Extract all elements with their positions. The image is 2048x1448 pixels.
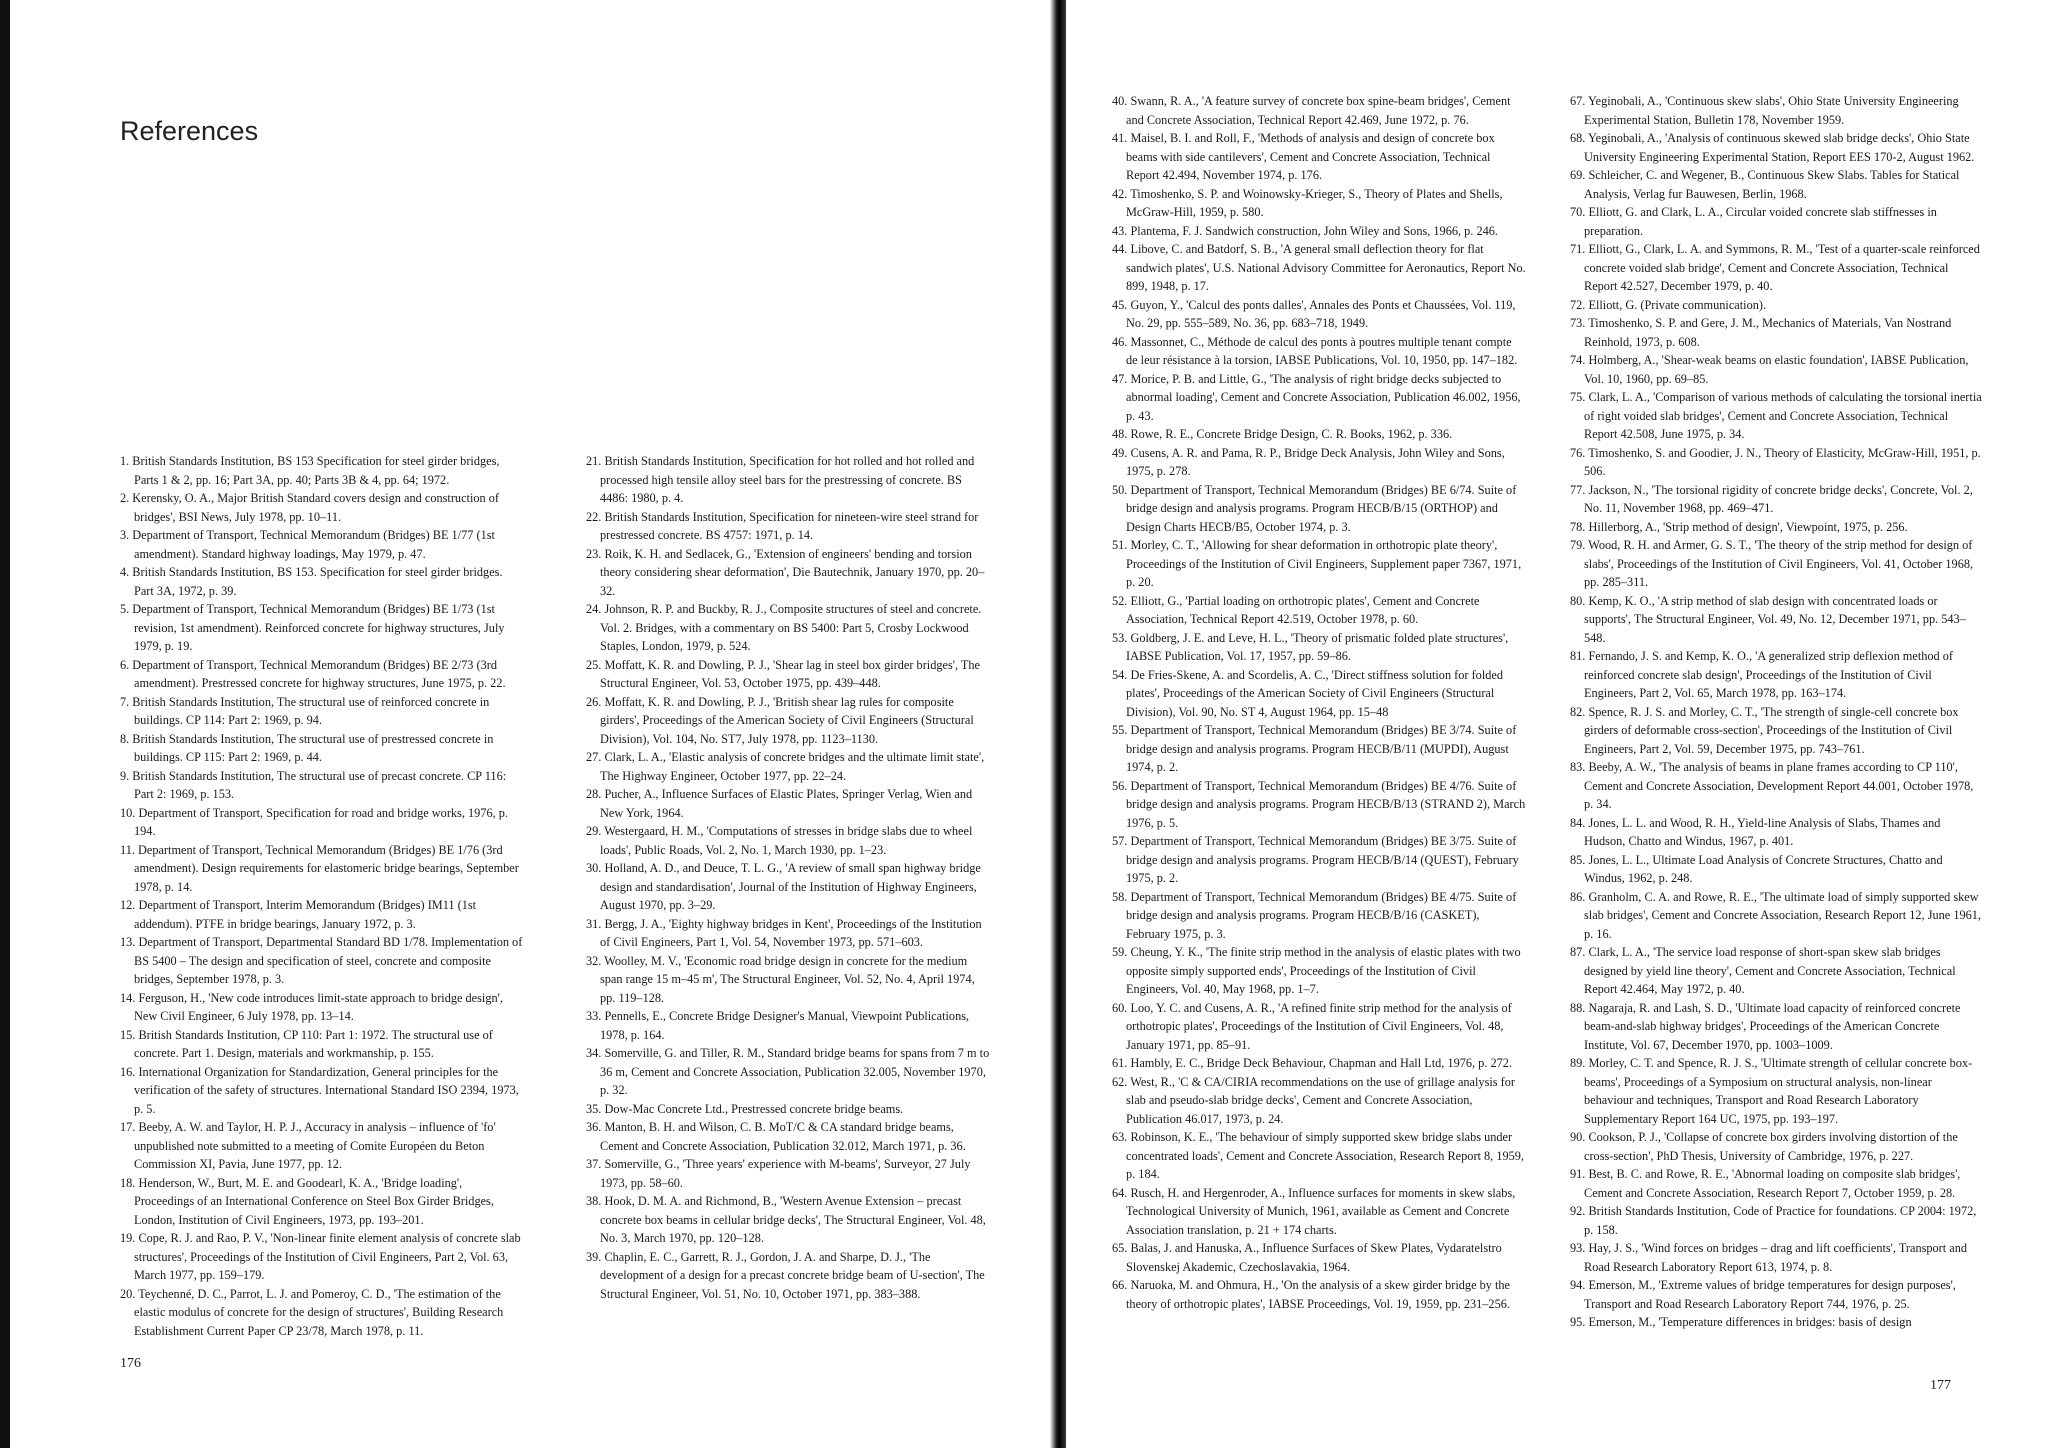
reference-item: 3. Department of Transport, Technical Memorandum (Bridges) BE 1/77 (1st amendment). Standard highway loadings, May 1979, p. 47.	[120, 528, 495, 561]
reference-item: 90. Cookson, P. J., 'Collapse of concrete box girders involving distortion of the cross-section', PhD Thesis, University of Cambridge, 1976, p. 227.	[1570, 1130, 1958, 1163]
reference-item: 73. Timoshenko, S. P. and Gere, J. M., Mechanics of Materials, Van Nostrand Reinhold, 1973, p. 608.	[1570, 316, 1952, 349]
page-number-right: 177	[1930, 1378, 1951, 1393]
reference-item: 88. Nagaraja, R. and Lash, S. D., 'Ultimate load capacity of reinforced concrete beam-and-slab highway bridges', Proceedings of the American Concrete Institute, Vol. 67, December 1970, pp. 1003–1009.	[1570, 1000, 1961, 1052]
reference-item: 32. Woolley, M. V., 'Economic road bridge design in concrete for the medium span range 15 m–45 m', The Structural Engineer, Vol. 52, No. 4, April 1974, pp. 119–128.	[586, 953, 975, 1005]
reference-item: 20. Teychenné, D. C., Parrot, L. J. and Pomeroy, C. D., 'The estimation of the elastic modulus of concrete for the design of structures', Building Research Establishment Current Paper CP 23/78, March 1978, p. 11.	[120, 1286, 504, 1338]
reference-item: 19. Cope, R. J. and Rao, P. V., 'Non-linear finite element analysis of concrete slab structures', Proceedings of the Institution of Civil Engineers, Part 2, Vol. 63, March 1977, pp. 159–179.	[120, 1231, 521, 1282]
reference-item: 89. Morley, C. T. and Spence, R. J. S., 'Ultimate strength of cellular concrete box-beams', Proceedings of a Symposium on structural analysis, non-linear behaviour and techniques, Transport and Road Research Laboratory Supplementary Report 164 UC, 1975, pp. 193–197.	[1570, 1056, 1973, 1126]
reference-item: 4. British Standards Institution, BS 153. Specification for steel girder bridges. Part 3A, 1972, p. 39.	[120, 565, 503, 598]
reference-item: 1. British Standards Institution, BS 153 Specification for steel girder bridges, Parts 1 & 2, pp. 16; Part 3A, pp. 40; Parts 3B & 4, pp. 64; 1972.	[120, 454, 500, 487]
reference-item: 48. Rowe, R. E., Concrete Bridge Design, C. R. Books, 1962, p. 336.	[1112, 427, 1453, 441]
reference-item: 51. Morley, C. T., 'Allowing for shear deformation in orthotropic plate theory', Proceedings of the Institution of Civil Engineers, Supplement paper 7367, 1971, p. 20.	[1112, 538, 1522, 589]
reference-item: 91. Best, B. C. and Rowe, R. E., 'Abnormal loading on composite slab bridges', Cement and Concrete Association, Research Report 7, October 1959, p. 28.	[1570, 1167, 1961, 1200]
reference-item: 7. British Standards Institution, The structural use of reinforced concrete in buildings. CP 114: Part 2: 1969, p. 94.	[120, 694, 490, 727]
reference-item: 49. Cusens, A. R. and Pama, R. P., Bridge Deck Analysis, John Wiley and Sons, 1975, p. 278.	[1112, 445, 1505, 478]
reference-item: 86. Granholm, C. A. and Rowe, R. E., 'The ultimate load of simply supported skew slab bridges', Cement and Concrete Association, Research Report 12, June 1961, p. 16.	[1570, 889, 1981, 941]
reference-item: 10. Department of Transport, Specification for road and bridge works, 1976, p. 194.	[120, 805, 508, 838]
reference-item: 69. Schleicher, C. and Wegener, B., Continuous Skew Slabs. Tables for Statical Analysis, Verlag fur Bauwesen, Berlin, 1968.	[1570, 168, 1960, 201]
reference-item: 75. Clark, L. A., 'Comparison of various methods of calculating the torsional inertia of right voided slab bridges', Cement and Concrete Association, Technical Report 42.508, June 1975, p. 34.	[1570, 390, 1982, 441]
reference-item: 57. Department of Transport, Technical Memorandum (Bridges) BE 3/75. Suite of bridge design and analysis programs. Program HECB/B/14 (QUEST), February 1975, p. 2.	[1112, 834, 1519, 885]
reference-item: 23. Roik, K. H. and Sedlacek, G., 'Extension of engineers' bending and torsion theory considering shear deformation', Die Bautechnik, January 1970, pp. 20–32.	[586, 546, 985, 598]
reference-item: 53. Goldberg, J. E. and Leve, H. L., 'Theory of prismatic folded plate structures', IABSE Publication, Vol. 17, 1957, pp. 59–86.	[1112, 630, 1509, 663]
reference-item: 85. Jones, L. L., Ultimate Load Analysis of Concrete Structures, Chatto and Windus, 1962, p. 248.	[1570, 852, 1943, 885]
reference-item: 45. Guyon, Y., 'Calcul des ponts dalles', Annales des Ponts et Chaussées, Vol. 119, No. 29, pp. 555–589, No. 36, pp. 683–718, 1949.	[1112, 297, 1516, 330]
reference-item: 26. Moffatt, K. R. and Dowling, P. J., 'British shear lag rules for composite girders', Proceedings of the American Society of Civil Engineers (Structural Division), Vol. 104, No. ST7, July 1978, pp. 1123–1130.	[586, 694, 974, 746]
reference-item: 64. Rusch, H. and Hergenroder, A., Influence surfaces for moments in skew slabs, Technological University of Munich, 1961, available as Cement and Concrete Association translation, p. 21 + 174 charts.	[1112, 1185, 1516, 1237]
reference-item: 71. Elliott, G., Clark, L. A. and Symmons, R. M., 'Test of a quarter-scale reinforced concrete voided slab bridge', Cement and Concrete Association, Technical Report 42.527, December 1979, p. 40.	[1570, 242, 1980, 293]
reference-item: 66. Naruoka, M. and Ohmura, H., 'On the analysis of a skew girder bridge by the theory of orthotropic plates', IABSE Proceedings, Vol. 19, 1959, pp. 231–256.	[1112, 1278, 1511, 1311]
reference-list-right-col1	[1112, 92, 1526, 1313]
reference-item: 33. Pennells, E., Concrete Bridge Designer's Manual, Viewpoint Publications, 1978, p. 164.	[586, 1009, 970, 1042]
reference-item: 84. Jones, L. L. and Wood, R. H., Yield-line Analysis of Slabs, Thames and Hudson, Chatto and Windus, 1967, p. 401.	[1570, 815, 1941, 848]
reference-item: 6. Department of Transport, Technical Memorandum (Bridges) BE 2/73 (3rd amendment). Prestressed concrete for highway structures, June 1975, p. 22.	[120, 657, 506, 690]
reference-item: 42. Timoshenko, S. P. and Woinowsky-Krieger, S., Theory of Plates and Shells, McGraw-Hill, 1959, p. 580.	[1112, 186, 1503, 219]
reference-item: 29. Westergaard, H. M., 'Computations of stresses in bridge slabs due to wheel loads', Public Roads, Vol. 2, No. 1, March 1930, pp. 1–23.	[586, 824, 973, 857]
reference-item: 79. Wood, R. H. and Armer, G. S. T., 'The theory of the strip method for design of slabs', Proceedings of the Institution of Civil Engineers, Vol. 41, October 1968, pp. 285–311.	[1570, 538, 1974, 589]
reference-item: 59. Cheung, Y. K., 'The finite strip method in the analysis of elastic plates with two opposite simply supported ends', Proceedings of the Institution of Civil Engineers, Vol. 40, May 1968, pp. 1–7.	[1112, 945, 1521, 996]
reference-item: 31. Bergg, J. A., 'Eighty highway bridges in Kent', Proceedings of the Institution of Civil Engineers, Part 1, Vol. 54, November 1973, pp. 571–603.	[586, 916, 982, 949]
reference-item: 47. Morice, P. B. and Little, G., 'The analysis of right bridge decks subjected to abnormal loading', Cement and Concrete Association, Publication 46.002, 1956, p. 43.	[1112, 371, 1521, 423]
reference-item: 67. Yeginobali, A., 'Continuous skew slabs', Ohio State University Engineering Experimental Station, Bulletin 178, November 1959.	[1570, 94, 1959, 127]
reference-item: 87. Clark, L. A., 'The service load response of short-span skew slab bridges designed by yield line theory', Cement and Concrete Association, Technical Report 42.464, May 1972, p. 40.	[1570, 945, 1956, 996]
reference-item: 21. British Standards Institution, Specification for hot rolled and hot rolled and processed high tensile alloy steel bars for the prestressing of concrete. BS 4486: 1980, p. 4.	[586, 454, 975, 505]
reference-item: 81. Fernando, J. S. and Kemp, K. O., 'A generalized strip deflexion method of reinforced concrete slab design', Proceedings of the Institution of Civil Engineers, Part 2, Vol. 65, March 1978, pp. 163–174.	[1570, 649, 1953, 700]
left-page	[10, 0, 1050, 1448]
reference-item: 78. Hillerborg, A., 'Strip method of design', Viewpoint, 1975, p. 256.	[1570, 519, 1908, 534]
reference-item: 44. Libove, C. and Batdorf, S. B., 'A general small deflection theory for flat sandwich plates', U.S. National Advisory Committee for Aeronautics, Report No. 899, 1948, p. 17.	[1112, 242, 1526, 293]
reference-item: 94. Emerson, M., 'Extreme values of bridge temperatures for design purposes', Transport and Road Research Laboratory Report 744, 1976, p. 25.	[1570, 1278, 1956, 1311]
reference-item: 34. Somerville, G. and Tiller, R. M., Standard bridge beams for spans from 7 m to 36 m, Cement and Concrete Association, Publication 32.005, November 1970, p. 32.	[586, 1046, 990, 1097]
reference-item: 95. Emerson, M., 'Temperature differences in bridges: basis of design	[1570, 1315, 1912, 1329]
reference-item: 9. British Standards Institution, The structural use of precast concrete. CP 116: Part 2: 1969, p. 153.	[120, 768, 507, 801]
reference-item: 5. Department of Transport, Technical Memorandum (Bridges) BE 1/73 (1st revision, 1st amendment). Reinforced concrete for highway structures, July 1979, p. 19.	[120, 602, 505, 653]
reference-item: 12. Department of Transport, Interim Memorandum (Bridges) IM11 (1st addendum). PTFE in bridge bearings, January 1972, p. 3.	[120, 898, 477, 931]
page-number-left: 176	[120, 1356, 141, 1371]
reference-item: 55. Department of Transport, Technical Memorandum (Bridges) BE 3/74. Suite of bridge design and analysis programs. Program HECB/B/11 (MUPDI), August 1974, p. 2.	[1112, 723, 1517, 774]
reference-item: 16. International Organization for Standardization, General principles for the verification of the safety of structures. International Standard ISO 2394, 1973, p. 5.	[120, 1064, 519, 1116]
reference-item: 15. British Standards Institution, CP 110: Part 1: 1972. The structural use of concrete. Part 1. Design, materials and workmanship, p. 155.	[120, 1027, 493, 1060]
reference-item: 70. Elliott, G. and Clark, L. A., Circular voided concrete slab stiffnesses in preparation.	[1570, 205, 1937, 238]
reference-item: 24. Johnson, R. P. and Buckby, R. J., Composite structures of steel and concrete. Vol. 2. Bridges, with a commentary on BS 5400: Part 5, Crosby Lockwood Staples, London, 1979, p. 524.	[586, 602, 982, 653]
reference-item: 77. Jackson, N., 'The torsional rigidity of concrete bridge decks', Concrete, Vol. 2, No. 11, November 1968, pp. 469–471.	[1570, 482, 1973, 515]
reference-item: 63. Robinson, K. E., 'The behaviour of simply supported skew bridge slabs under concentrated loads', Cement and Concrete Association, Research Report 8, 1959, p. 184.	[1112, 1130, 1524, 1181]
reference-item: 36. Manton, B. H. and Wilson, C. B. MoT/C & CA standard bridge beams, Cement and Concrete Association, Publication 32.012, March 1971, p. 36.	[586, 1120, 966, 1153]
page-edge-shadow	[0, 0, 10, 1448]
reference-item: 54. De Fries-Skene, A. and Scordelis, A. C., 'Direct stiffness solution for folded plates', Proceedings of the American Society of Civil Engineers (Structural Division), Vol. 90, No. ST 4, August 1964, pp. 15–48	[1112, 667, 1503, 719]
reference-item: 41. Maisel, B. I. and Roll, F., 'Methods of analysis and design of concrete box beams with side cantilevers', Cement and Concrete Association, Technical Report 42.494, November 1974, p. 176.	[1112, 131, 1495, 182]
reference-item: 35. Dow-Mac Concrete Ltd., Prestressed concrete bridge beams.	[586, 1101, 904, 1116]
reference-item: 27. Clark, L. A., 'Elastic analysis of concrete bridges and the ultimate limit state', The Highway Engineer, October 1977, pp. 22–24.	[586, 750, 985, 783]
reference-list-right-col2	[1570, 92, 1984, 1332]
reference-item: 74. Holmberg, A., 'Shear-weak beams on elastic foundation', IABSE Publication, Vol. 10, 1960, pp. 69–85.	[1570, 353, 1969, 386]
reference-item: 62. West, R., 'C & CA/CIRIA recommendations on the use of grillage analysis for slab and pseudo-slab bridge decks', Cement and Concrete Association, Publication 46.017, 1973, p. 24.	[1112, 1074, 1515, 1126]
reference-item: 30. Holland, A. D., and Deuce, T. L. G., 'A review of small span highway bridge design and standardisation', Journal of the Institution of Highway Engineers, August 1970, pp. 3–29.	[586, 861, 981, 912]
reference-item: 22. British Standards Institution, Specification for nineteen-wire steel strand for prestressed concrete. BS 4757: 1971, p. 14.	[586, 509, 979, 542]
references-heading: References	[120, 116, 259, 146]
reference-item: 65. Balas, J. and Hanuska, A., Influence Surfaces of Skew Plates, Vydaratelstro Slovenskej Akademic, Czechoslavakia, 1964.	[1112, 1241, 1502, 1274]
reference-item: 14. Ferguson, H., 'New code introduces limit-state approach to bridge design', New Civil Engineer, 6 July 1978, pp. 13–14.	[120, 990, 503, 1023]
book-gutter	[1050, 0, 1066, 1448]
right-page	[1066, 0, 2048, 1448]
reference-item: 76. Timoshenko, S. and Goodier, J. N., Theory of Elasticity, McGraw-Hill, 1951, p. 506.	[1570, 445, 1981, 478]
reference-item: 38. Hook, D. M. A. and Richmond, B., 'Western Avenue Extension – precast concrete box beams in cellular bridge decks', The Structural Engineer, Vol. 48, No. 3, March 1970, pp. 120–128.	[586, 1194, 986, 1245]
reference-item: 17. Beeby, A. W. and Taylor, H. P. J., Accuracy in analysis – influence of 'fo' unpublished note submitted to a meeting of Comite Européen du Beton Commission XI, Pavia, June 1977, pp. 12.	[120, 1120, 496, 1171]
reference-item: 83. Beeby, A. W., 'The analysis of beams in plane frames according to CP 110', Cement and Concrete Association, Development Report 44.001, October 1978, p. 34.	[1570, 760, 1974, 811]
reference-item: 52. Elliott, G., 'Partial loading on orthotropic plates', Cement and Concrete Association, Technical Report 42.519, October 1978, p. 60.	[1112, 593, 1480, 626]
reference-item: 18. Henderson, W., Burt, M. E. and Goodearl, K. A., 'Bridge loading', Proceedings of an International Conference on Steel Box Girder Bridges, London, Institution of Civil Engineers, 1973, pp. 193–201.	[120, 1175, 494, 1227]
reference-item: 82. Spence, R. J. S. and Morley, C. T., 'The strength of single-cell concrete box girders of deformable cross-section', Proceedings of the Institution of Civil Engineers, Part 2, Vol. 59, December 1975, pp. 743–761.	[1570, 704, 1959, 756]
reference-item: 61. Hambly, E. C., Bridge Deck Behaviour, Chapman and Hall Ltd, 1976, p. 272.	[1112, 1056, 1512, 1070]
reference-item: 28. Pucher, A., Influence Surfaces of Elastic Plates, Springer Verlag, Wien and New York, 1964.	[586, 787, 973, 820]
reference-item: 56. Department of Transport, Technical Memorandum (Bridges) BE 4/76. Suite of bridge design and analysis programs. Program HECB/B/13 (STRAND 2), March 1976, p. 5.	[1112, 778, 1526, 830]
reference-item: 46. Massonnet, C., Méthode de calcul des ponts à poutres multiple tenant compte de leur résistance à la torsion, IABSE Publications, Vol. 10, 1950, pp. 147–182.	[1112, 334, 1518, 367]
reference-item: 11. Department of Transport, Technical Memorandum (Bridges) BE 1/76 (3rd amendment). Design requirements for elastomeric bridge bearings, September 1978, p. 14.	[120, 842, 519, 894]
reference-item: 93. Hay, J. S., 'Wind forces on bridges – drag and lift coefficients', Transport and Road Research Laboratory Report 613, 1974, p. 8.	[1570, 1241, 1968, 1274]
reference-item: 68. Yeginobali, A., 'Analysis of continuous skewed slab bridge decks', Ohio State University Engineering Experimental Station, Report EES 170-2, August 1962.	[1570, 131, 1975, 164]
reference-item: 25. Moffatt, K. R. and Dowling, P. J., 'Shear lag in steel box girder bridges', The Structural Engineer, Vol. 53, October 1975, pp. 439–448.	[586, 657, 981, 690]
reference-item: 80. Kemp, K. O., 'A strip method of slab design with concentrated loads or supports', The Structural Engineer, Vol. 49, No. 12, December 1971, pp. 543–548.	[1570, 593, 1966, 645]
reference-item: 92. British Standards Institution, Code of Practice for foundations. CP 2004: 1972, p. 158.	[1570, 1204, 1977, 1237]
reference-item: 2. Kerensky, O. A., Major British Standard covers design and construction of bridges', BSI News, July 1978, pp. 10–11.	[120, 491, 499, 524]
reference-list-left-col1	[120, 452, 524, 1340]
reference-item: 50. Department of Transport, Technical Memorandum (Bridges) BE 6/74. Suite of bridge design and analysis programs. Program HECB/B/15 (ORTHOP) and Design Charts HECB/B5, October 1974, p. 3.	[1112, 482, 1517, 534]
reference-list-left-col2	[586, 452, 990, 1303]
reference-item: 8. British Standards Institution, The structural use of prestressed concrete in buildings. CP 115: Part 2: 1969, p. 44.	[120, 731, 494, 764]
reference-item: 39. Chaplin, E. C., Garrett, R. J., Gordon, J. A. and Sharpe, D. J., 'The development of a design for a precast concrete bridge beam of U-section', The Structural Engineer, Vol. 51, No. 10, October 1971, pp. 383–388.	[586, 1249, 985, 1301]
reference-item: 58. Department of Transport, Technical Memorandum (Bridges) BE 4/75. Suite of bridge design and analysis programs. Program HECB/B/16 (CASKET), February 1975, p. 3.	[1112, 889, 1517, 941]
reference-item: 43. Plantema, F. J. Sandwich construction, John Wiley and Sons, 1966, p. 246.	[1112, 223, 1498, 238]
reference-item: 60. Loo, Y. C. and Cusens, A. R., 'A refined finite strip method for the analysis of orthotropic plates', Proceedings of the Institution of Civil Engineers, Vol. 48, January 1971, pp. 85–91.	[1112, 1000, 1512, 1052]
reference-item: 13. Department of Transport, Departmental Standard BD 1/78. Implementation of BS 5400 – The design and specification of steel, concrete and composite bridges, September 1978, p. 3.	[120, 935, 523, 986]
reference-item: 40. Swann, R. A., 'A feature survey of concrete box spine-beam bridges', Cement and Concrete Association, Technical Report 42.469, June 1972, p. 76.	[1112, 94, 1511, 127]
reference-item: 72. Elliott, G. (Private communication).	[1570, 297, 1767, 312]
reference-item: 37. Somerville, G., 'Three years' experience with M-beams', Surveyor, 27 July 1973, pp. 58–60.	[586, 1157, 971, 1190]
